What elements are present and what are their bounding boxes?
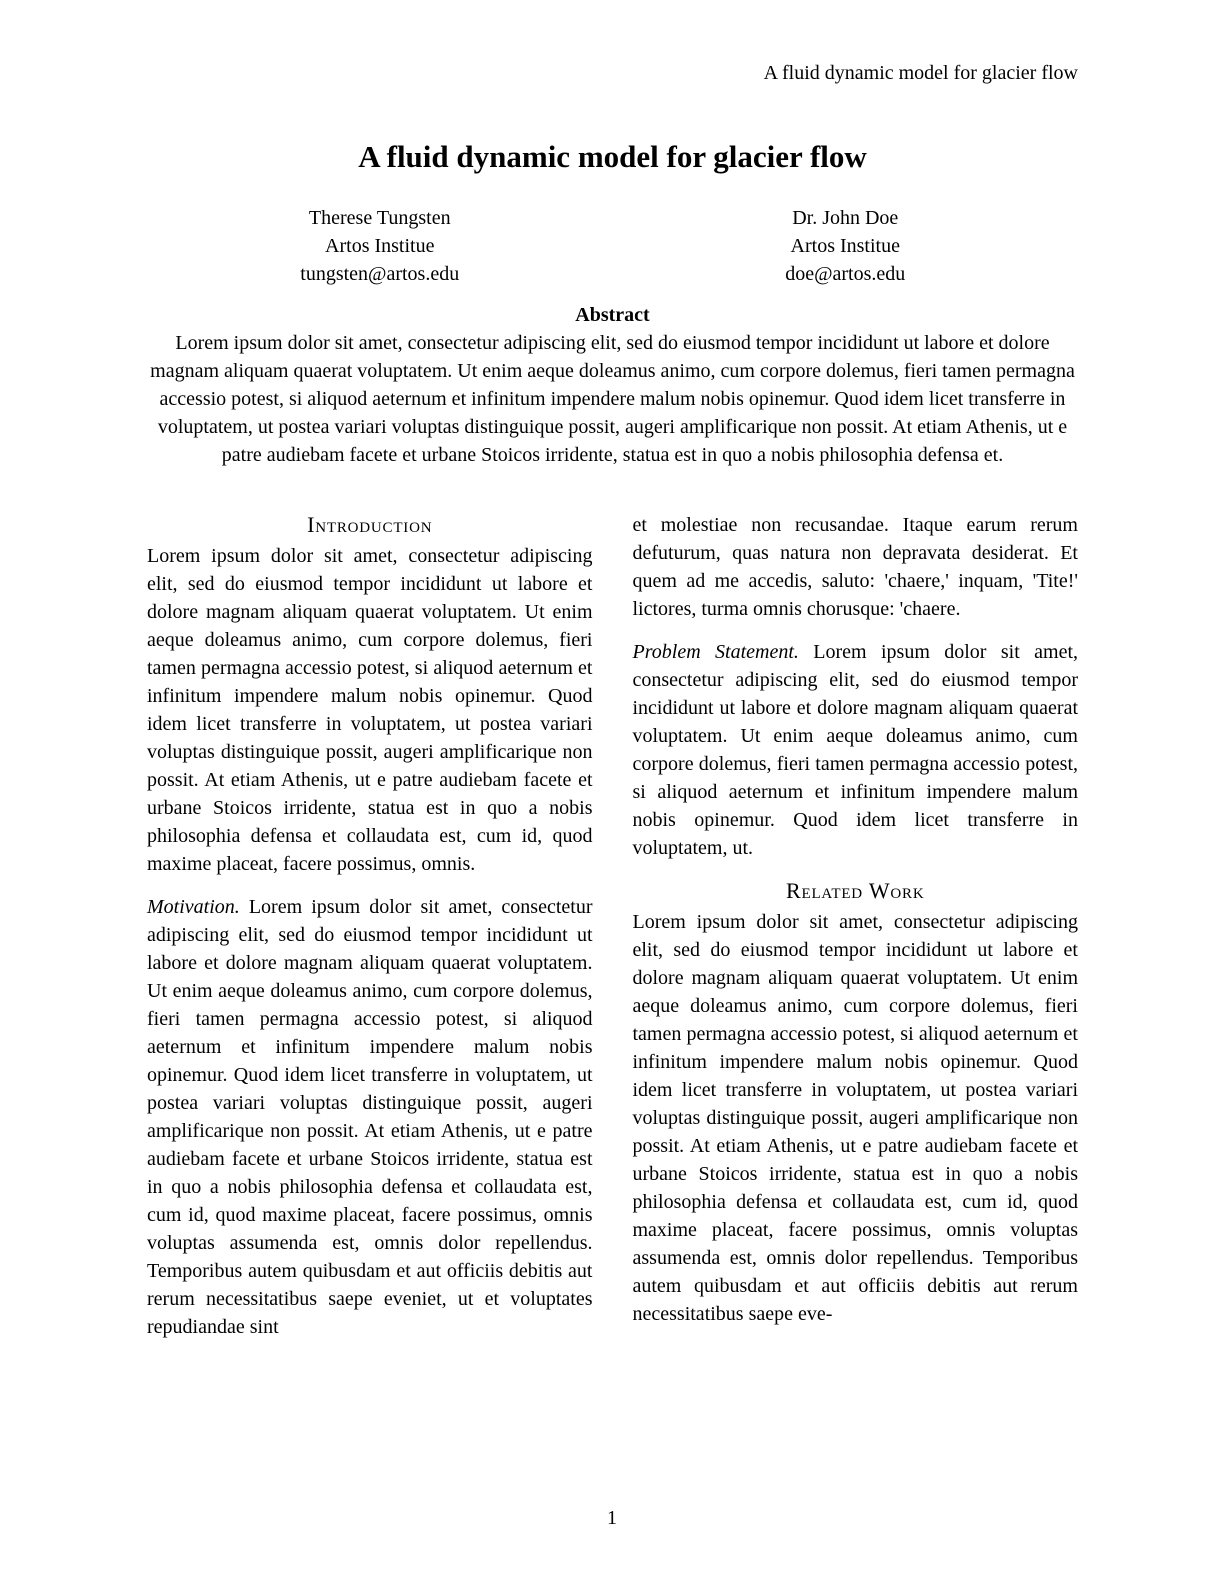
author-1-affiliation: Artos Institue bbox=[325, 235, 435, 257]
author-1 bbox=[147, 204, 613, 288]
section-heading-related-work: Related Work bbox=[786, 878, 925, 903]
running-head: A fluid dynamic model for glacier flow bbox=[763, 62, 1078, 84]
motivation-run-in-heading: Motivation. bbox=[147, 896, 240, 918]
problem-statement-run-in-heading: Problem Statement. bbox=[632, 641, 799, 663]
motivation-paragraph bbox=[147, 893, 593, 1341]
problem-statement-paragraph-text: Lorem ipsum dolor sit amet, consectetur adipiscing elit, sed do eiusmod tempor incididunt ut labore et dolore magnam aliquam quaerat voluptatem. Ut enim aeque doleamus animo, cum corpore dolemus, fieri tamen permagna accessio potest, si aliquod aeternum et infinitum impendere malum nobis opinemur. Quod idem licet transferre in voluptatem, ut. bbox=[632, 641, 1078, 859]
author-2-affiliation: Artos Institue bbox=[790, 235, 900, 257]
author-2 bbox=[613, 204, 1079, 288]
author-1-name: Therese Tungsten bbox=[308, 207, 451, 229]
problem-statement-paragraph bbox=[633, 638, 1079, 862]
abstract-text: Lorem ipsum dolor sit amet, consectetur adipiscing elit, sed do eiusmod tempor incididunt ut labore et dolore magnam aliquam quaerat voluptatem. Ut enim aeque doleamus animo, cum corpore dolemus, fieri tamen permagna accessio potest, si aliquod aeternum et infinitum impendere malum nobis opinemur. Quod idem licet transferre in voluptatem, ut postea variari voluptas distinguique possit, augeri amplificarique non possit. At etiam Athenis, ut e patre audiebam facete et urbane Stoicos irridente, statua est in quo a nobis philosophia defensa et. bbox=[150, 332, 1075, 466]
author-2-name: Dr. John Doe bbox=[792, 207, 899, 229]
author-1-email: tungsten@artos.edu bbox=[300, 263, 460, 285]
page-number: 1 bbox=[607, 1507, 617, 1529]
author-2-email: doe@artos.edu bbox=[785, 263, 906, 285]
section-heading-introduction: Introduction bbox=[307, 512, 433, 537]
right-column bbox=[633, 511, 1079, 1356]
left-column bbox=[147, 511, 593, 1356]
motivation-paragraph-text: Lorem ipsum dolor sit amet, consectetur adipiscing elit, sed do eiusmod tempor incididunt ut labore et dolore magnam aliquam quaerat voluptatem. Ut enim aeque doleamus animo, cum corpore dolemus, fieri tamen permagna accessio potest, si aliquod aeternum et infinitum impendere malum nobis opinemur. Quod idem licet transferre in voluptatem, ut postea variari voluptas distinguique possit, augeri amplificarique non possit. At etiam Athenis, ut e patre audiebam facete et urbane Stoicos irridente, statua est in quo a nobis philosophia defensa et collaudata est, cum id, quod maxime placeat, facere possimus, omnis voluptas assumenda est, omnis dolor repellendus. Temporibus autem quibusdam et aut officiis debitis aut rerum necessitatibus saepe eveniet, ut et voluptates repudiandae sint bbox=[147, 896, 593, 1338]
author-block bbox=[147, 204, 1078, 288]
introduction-paragraph: Lorem ipsum dolor sit amet, consectetur adipiscing elit, sed do eiusmod tempor incididunt ut labore et dolore magnam aliquam quaerat voluptatem. Ut enim aeque doleamus animo, cum corpore dolemus, fieri tamen permagna accessio potest, si aliquod aeternum et infinitum impendere malum nobis opinemur. Quod idem licet transferre in voluptatem, ut postea variari voluptas distinguique possit, augeri amplificarique non possit. At etiam Athenis, ut e patre audiebam facete et urbane Stoicos irridente, statua est in quo a nobis philosophia defensa et collaudata est, cum id, quod maxime placeat, facere possimus, omnis. bbox=[147, 545, 593, 875]
related-work-paragraph: Lorem ipsum dolor sit amet, consectetur adipiscing elit, sed do eiusmod tempor incididunt ut labore et dolore magnam aliquam quaerat voluptatem. Ut enim aeque doleamus animo, cum corpore dolemus, fieri tamen permagna accessio potest, si aliquod aeternum et infinitum impendere malum nobis opinemur. Quod idem licet transferre in voluptatem, ut postea variari voluptas distinguique possit, augeri amplificarique non possit. At etiam Athenis, ut e patre audiebam facete et urbane Stoicos irridente, statua est in quo a nobis philosophia defensa et collaudata est, cum id, quod maxime placeat, facere possimus, omnis voluptas assumenda est, omnis dolor repellendus. Temporibus autem quibusdam et aut officiis debitis aut rerum necessitatibus saepe eve- bbox=[632, 911, 1078, 1325]
abstract-heading: Abstract bbox=[575, 304, 650, 326]
paper-title: A fluid dynamic model for glacier flow bbox=[358, 139, 867, 174]
two-column-body bbox=[147, 511, 1078, 1356]
abstract-section bbox=[147, 301, 1078, 469]
motivation-paragraph-continuation: et molestiae non recusandae. Itaque earum rerum defuturum, quas natura non depravata desiderat. Et quem ad me accedis, saluto: 'chaere,' inquam, 'Tite!' lictores, turma omnis chorusque: 'chaere. bbox=[632, 514, 1078, 620]
